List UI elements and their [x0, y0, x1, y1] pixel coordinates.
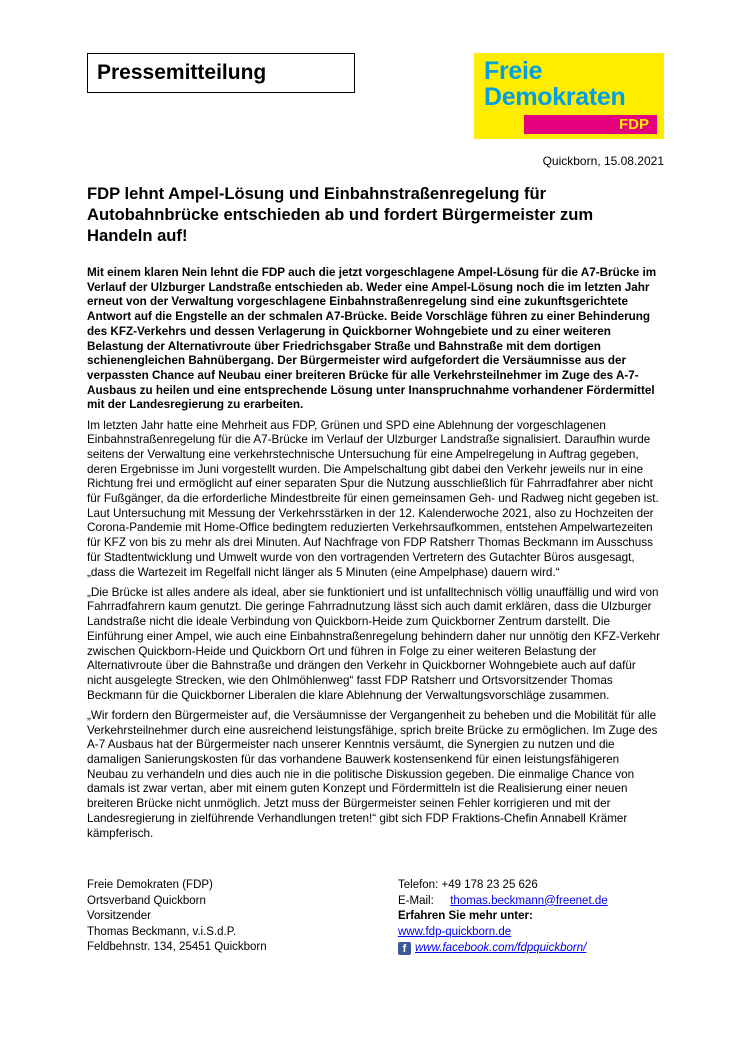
- more-info-label: Erfahren Sie mehr unter:: [398, 910, 533, 922]
- fdp-logo: [474, 53, 664, 139]
- facebook-row: [398, 941, 608, 957]
- body-text: [87, 266, 661, 847]
- date-line: Quickborn, 15.08.2021: [542, 154, 664, 168]
- email-link[interactable]: thomas.beckmann@freenet.de: [450, 894, 608, 907]
- website-link[interactable]: www.fdp-quickborn.de: [398, 925, 512, 938]
- contact-org: Freie Demokraten (FDP): [87, 879, 213, 891]
- body-paragraph-2: „Die Brücke ist alles andere als ideal, aber sie funktioniert und ist unfalltechnisch völlig unauffällig und wird von Fahrradfahrern kaum genutzt. Die geringe Fahrradnutzung lässt sich auch damit erklären, dass die Ulzburger Landstraße nicht die ideale Verbindung von Quickborn-Heide zum Quickborner Zentrum darstellt. Die Einführung einer Ampel, wie auch eine Einbahnstraßenregelung behindern daher nur unnötig den KFZ-Verkehr zwischen Quickborn-Heide und Quickborn Ort und führen in Folge zu einer weiteren Belastung der Alternativroute über die Bahnstraße und drängen den Verkehr in Quickborner Wohngebiete auch auf dafür nicht ausgelegte Strecken, wie den Ohlmöhlenweg“ fasst FDP Ratsherr und Ortsvorsitzender Thomas Beckmann für die Quickborner Liberalen die klare Ablehnung der Verwaltungsvorschläge zusammen.: [87, 585, 661, 702]
- contact-address: Feldbehnstr. 134, 25451 Quickborn: [87, 941, 267, 953]
- contact-role: Vorsitzender: [87, 910, 151, 922]
- lead-paragraph: Mit einem klaren Nein lehnt die FDP auch die jetzt vorgeschlagene Ampel-Lösung für die A7-Brücke im Verlauf der Ulzburger Landstraße entschieden ab. Weder eine Ampel-Lösung noch die im letzten Jahr erneut von der Verwaltung vorgeschlagene Einbahnstraßenregelung sind eine zukunftsgerichtete Antwort auf die Engstelle an der schmalen A7-Brücke. Beide Vorschläge führen zu einer Behinderung des KFZ-Verkehrs und dessen Verlagerung in Quickborner Wohngebiete und zu einer weiteren Belastung der Alternativroute über Friedrichsgaber Straße und Bahnstraße mit dem dortigen schienengleichen Bahnübergang. Der Bürgermeister wird aufgefordert die Versäumnisse aus der verpassten Chance auf Neubau einer breiteren Brücke für alle Verkehrsteilnehmer im Zuge des A-7-Ausbaus zu heilen und eine entsprechende Lösung unter Inanspruchnahme vorhandener Fördermittel mit der Landesregierung zu erarbeiten.: [87, 266, 657, 412]
- facebook-icon: f: [398, 942, 411, 955]
- contact-details-block: [398, 878, 608, 957]
- facebook-link[interactable]: www.facebook.com/fdpquickborn/: [415, 942, 587, 954]
- contact-branch: Ortsverband Quickborn: [87, 894, 206, 907]
- contact-phone: Telefon: +49 178 23 25 626: [398, 879, 538, 891]
- logo-magenta-bar: [524, 115, 657, 134]
- contact-name: Thomas Beckmann, v.i.S.d.P.: [87, 925, 237, 938]
- logo-text-demokraten: Demokraten: [484, 83, 626, 111]
- body-paragraph-3: „Wir fordern den Bürgermeister auf, die Versäumnisse der Vergangenheit zu beheben und die Mobilität für alle Verkehrsteilnehmer durch eine ausreichend leistungsfähige, sprich breite Brücke zu ermöglichen. Im Zuge des A-7 Ausbaus hat der Bürgermeister nach unserer Kenntnis versäumt, die Synergien zu nutzen und die damaligen Sanierungskosten für das vorhandene Bauwerk kostensenkend für einen leistungsfähigeren Neubau zu verhandeln und dies auch nie in die politische Diskussion gegeben. Die einmalige Chance von damals ist zwar vertan, aber mit einem guten Konzept und Fördermitteln ist die Realisierung einer neuen breiteren Brücke nicht unmöglich. Jetzt muss der Bürgermeister seinen Fehler korrigieren und mit der Landesregierung in zielführende Verhandlungen treten!“ gibt sich FDP Fraktions-Chefin Annabell Krämer kämpferisch.: [87, 708, 658, 840]
- press-release-label: Pressemitteilung: [87, 53, 355, 93]
- contact-address-block: [87, 878, 267, 956]
- contact-email-row: [398, 894, 608, 910]
- email-label: E-Mail:: [398, 894, 434, 907]
- body-paragraph-1: Im letzten Jahr hatte eine Mehrheit aus FDP, Grünen und SPD eine Ablehnung der vorgeschlagenen Einbahnstraßenregelung für die A7-Brücke im Verlauf der Ulzburger Landstraße signalisiert. Daraufhin wurde seitens der Verwaltung eine verkehrstechnische Untersuchung für eine Ampelregelung in Auftrag gegeben, deren Ergebnisse im Juni vorgestellt wurden. Die Ampelschaltung gibt dabei den Verkehr jeweils nur in eine Richtung frei und ermöglicht auf einer separaten Spur die Nutzung ausschließlich für Fahrradfahrer aber nicht für Fußgänger, da die erforderliche Mindestbreite für einen gemeinsamen Geh- und Radweg nicht gegeben ist. Laut Untersuchung mit Messung der Verkehrsstärken in der 12. Kalenderwoche 2021, also zu Hochzeiten der Corona-Pandemie mit Home-Office bedingtem reduzierten Verkehrsaufkommen, entstehen Ampelwartezeiten für KFZ von bis zu mehr als drei Minuten. Auf Nachfrage von FDP Ratsherr Thomas Beckmann im Ausschuss für Stadtentwicklung und Umwelt wurde von den vortragenden Vertretern des Gutachter Büros ausgesagt, „dass die Wartezeit im Regelfall nicht länger als 5 Minuten (eine Ampelphase) dauern wird.“: [87, 418, 659, 579]
- headline: FDP lehnt Ampel-Lösung und Einbahnstraßenregelung für Autobahnbrücke entschieden ab und fordert Bürgermeister zum Handeln auf!: [87, 184, 594, 245]
- logo-fdp-badge: FDP: [619, 116, 649, 133]
- logo-text-freie: Freie: [484, 57, 543, 85]
